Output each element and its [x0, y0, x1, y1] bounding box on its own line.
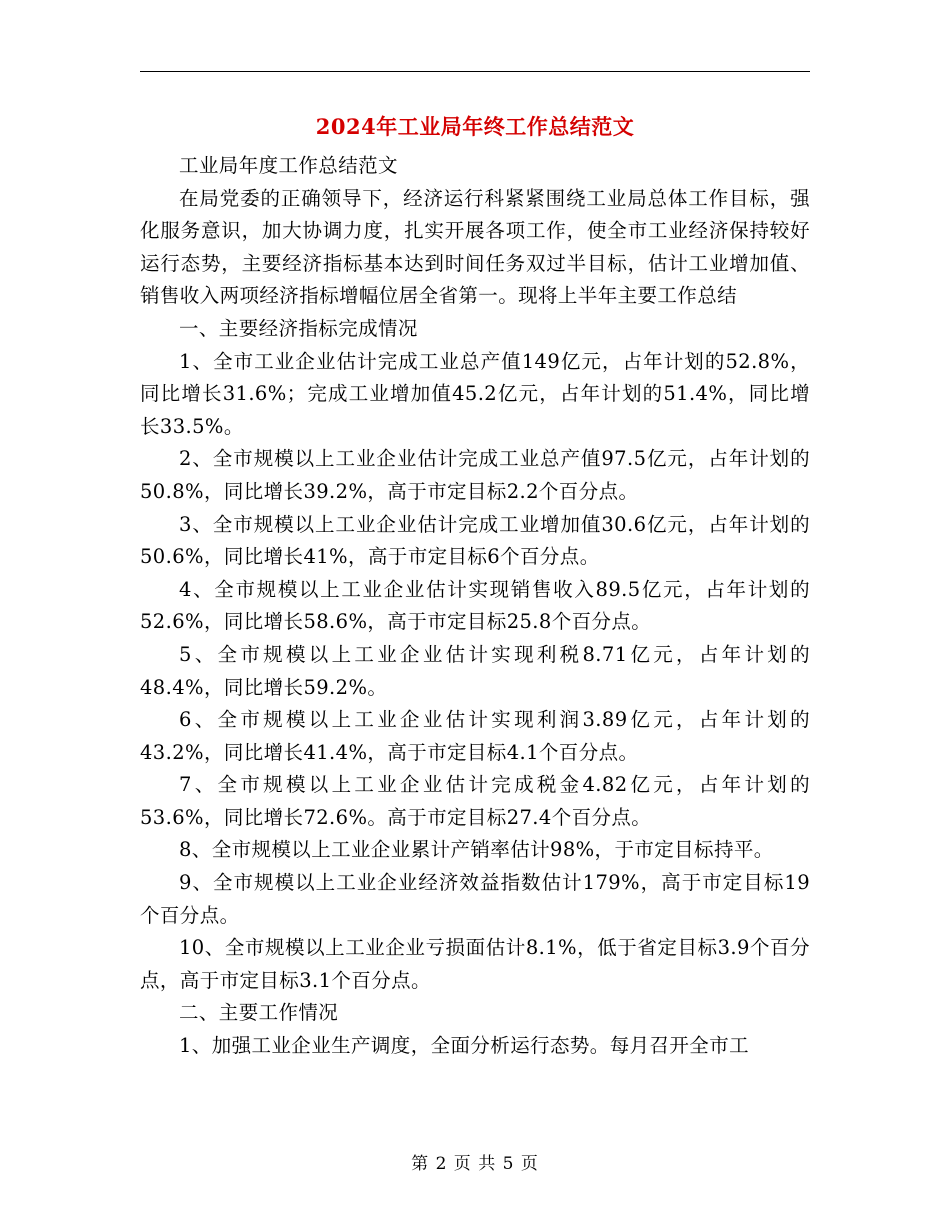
- section-heading-1: 一、主要经济指标完成情况: [179, 316, 418, 340]
- paragraph-item-3: 3、全市规模以上工业企业估计完成工业增加值30.6亿元，占年计划的50.6%，同比增长41%，高于市定目标6个百分点。: [140, 512, 810, 569]
- paragraph-item-9: 9、全市规模以上工业企业经济效益指数估计179%，高于市定目标19个百分点。: [140, 871, 810, 927]
- paragraph-item-10: 10、全市规模以上工业企业亏损面估计8.1%，低于省定目标3.9个百分点，高于市定目标3.1个百分点。: [140, 936, 810, 992]
- paragraph-item-2: 2、全市规模以上工业企业估计完成工业总产值97.5亿元，占年计划的50.8%，同比增长39.2%，高于市定目标2.2个百分点。: [140, 447, 810, 503]
- page-number-footer: 第 2 页 共 5 页: [411, 1154, 539, 1174]
- section-heading-2: 二、主要工作情况: [179, 1001, 339, 1025]
- document-body: [140, 150, 810, 1063]
- paragraph-item-4: 4、全市规模以上工业企业估计实现销售收入89.5亿元，占年计划的52.6%，同比增长58.6%，高于市定目标25.8个百分点。: [140, 577, 810, 634]
- paragraph-work-1: 1、加强工业企业生产调度，全面分析运行态势。每月召开全市工: [179, 1034, 750, 1058]
- paragraph-intro: 在局党委的正确领导下，经济运行科紧紧围绕工业局总体工作目标，强化服务意识，加大协调力度，扎实开展各项工作，使全市工业经济保持较好运行态势，主要经济指标基本达到时间任务双过半目标，估计工业增加值、销售收入两项经济指标增幅位居全省第一。现将上半年主要工作总结: [140, 186, 810, 308]
- paragraph-item-7: 7、全市规模以上工业企业估计完成税金4.82亿元，占年计划的53.6%，同比增长72.6%。高于市定目标27.4个百分点。: [140, 773, 810, 829]
- paragraph-subtitle: 工业局年度工作总结范文: [179, 154, 398, 177]
- paragraph-item-5: 5、全市规模以上工业企业估计实现利税8.71亿元，占年计划的48.4%，同比增长59.2%。: [140, 642, 810, 699]
- paragraph-item-1: 1、全市工业企业估计完成工业总产值149亿元，占年计划的52.8%，同比增长31.6%；完成工业增加值45.2亿元，占年计划的51.4%，同比增长33.5%。: [140, 349, 810, 438]
- document-title: 2024年工业局年终工作总结范文: [315, 114, 635, 139]
- paragraph-item-6: 6、全市规模以上工业企业估计实现利润3.89亿元，占年计划的43.2%，同比增长41.4%，高于市定目标4.1个百分点。: [140, 708, 810, 764]
- paragraph-item-8: 8、全市规模以上工业企业累计产销率估计98%，于市定目标持平。: [179, 838, 774, 862]
- header-rule: [140, 71, 810, 72]
